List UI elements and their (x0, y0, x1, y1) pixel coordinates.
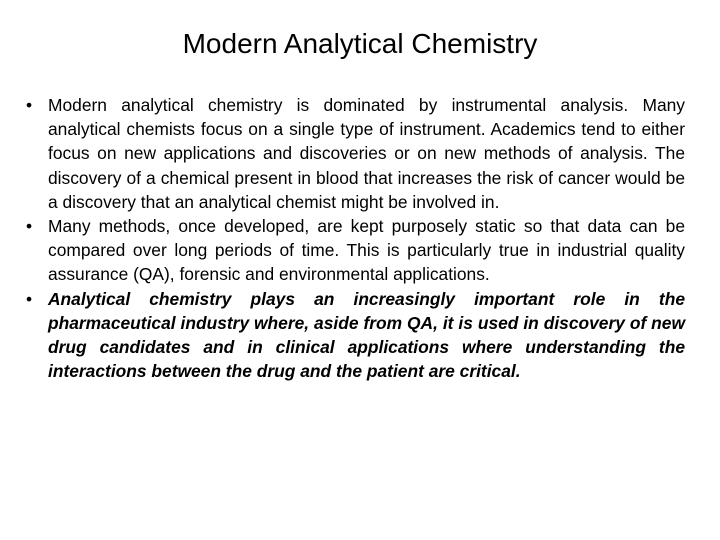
bullet-list (22, 93, 685, 383)
bullet-item-pharmaceutical (22, 287, 685, 384)
bullet-item-instrumental-analysis (22, 93, 685, 214)
bullet-marker: • (25, 95, 33, 115)
bullet-marker: • (25, 288, 33, 309)
bullet-text: Many methods, once developed, are kept purposely static so that data can be compared over long periods of time. This is particularly true in industrial quality assurance (QA), forensic and environmental applications. (48, 216, 685, 285)
bullet-marker: • (25, 216, 33, 237)
bullet-text: Analytical chemistry plays an increasingly important role in the pharmaceutical industry where, aside from QA, it is used in discovery of new drug candidates and in clinical applications where understanding the interactions between the drug and the patient are critical. (48, 288, 685, 382)
bullet-item-static-methods (22, 214, 685, 287)
slide-title: Modern Analytical Chemistry (182, 28, 538, 59)
bullet-text: Modern analytical chemistry is dominated by instrumental analysis. Many analytical chemists focus on a single type of instrument. Academics tend to either focus on new applications and discoveries or on new methods of analysis. The discovery of a chemical present in blood that increases the risk of cancer would be a discovery that an analytical chemist might be involved in. (48, 95, 685, 212)
